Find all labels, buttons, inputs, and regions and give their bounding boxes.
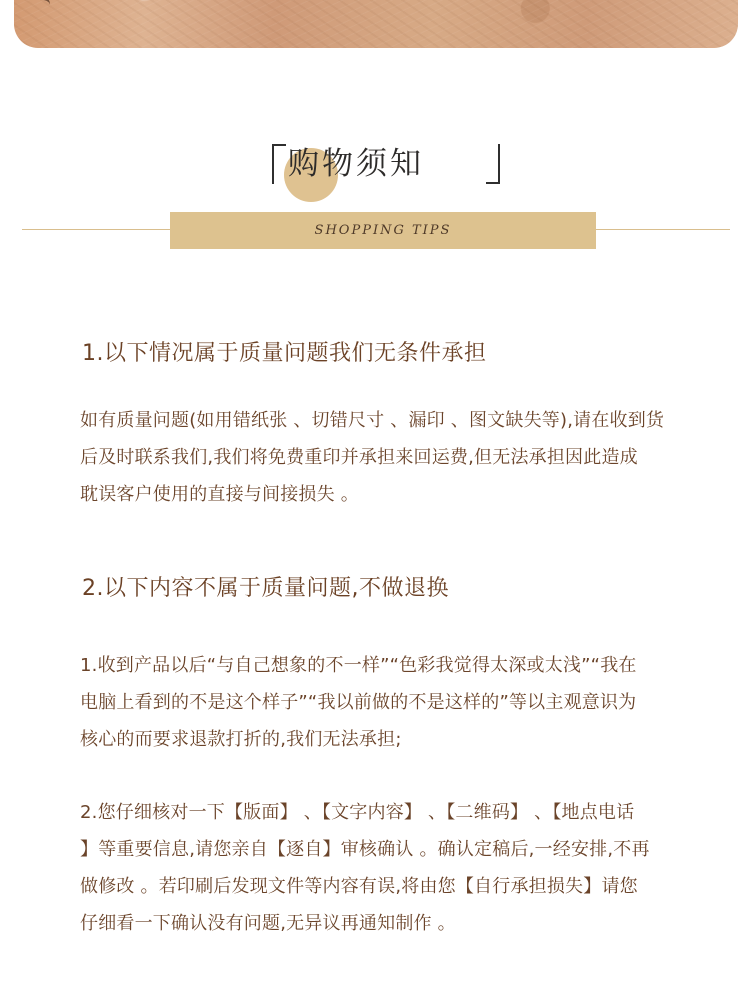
non-quality-item-1-line: 电脑上看到的不是这个样子”“我以前做的不是这样的”等以主观意识为 — [80, 692, 637, 713]
non-quality-item-2-line: 】等重要信息,请您亲自【逐自】审核确认 。确认定稿后,一经安排,不再 — [80, 839, 650, 860]
shopping-tips-banner — [170, 212, 596, 249]
quality-issue-line: 后及时联系我们,我们将免费重印并承担来回运费,但无法承担因此造成 — [80, 447, 638, 468]
left-divider-line — [22, 229, 170, 230]
non-quality-item-2-line: 2.您仔细核对一下【版面】 、【文字内容】 、【二维码】 、【地点电话 — [80, 802, 635, 823]
non-quality-item-1-line: 核心的而要求退款打折的,我们无法承担; — [80, 729, 402, 750]
shopping-tips-title-group — [270, 130, 500, 200]
section-heading-non-quality-issues: 2.以下内容不属于质量问题,不做退换 — [82, 576, 449, 601]
right-bracket-icon — [486, 144, 500, 184]
quality-issue-line: 耽误客户使用的直接与间接损失 。 — [80, 484, 359, 505]
non-quality-item-1-paragraph — [80, 647, 700, 758]
left-bracket-icon — [272, 144, 286, 184]
non-quality-item-1-line: 1.收到产品以后“与自己想象的不一样”“色彩我觉得太深或太浅”“我在 — [80, 655, 637, 676]
non-quality-item-2-line: 仔细看一下确认没有问题,无异议再通知制作 。 — [80, 913, 456, 934]
top-banner-image — [14, 0, 738, 48]
section-heading-quality-issues: 1.以下情况属于质量问题我们无条件承担 — [82, 341, 487, 366]
right-divider-line — [596, 229, 730, 230]
quality-issue-paragraph — [80, 402, 700, 513]
banner-decoration — [23, 0, 51, 11]
page-title: 购物须知 — [288, 146, 424, 182]
non-quality-item-2-paragraph — [80, 794, 700, 942]
quality-issue-line: 如有质量问题(如用错纸张 、切错尺寸 、漏印 、图文缺失等),请在收到货 — [80, 410, 665, 431]
non-quality-item-2-line: 做修改 。若印刷后发现文件等内容有误,将由您【自行承担损失】请您 — [80, 876, 638, 897]
shopping-tips-subtitle: SHOPPING TIPS — [314, 223, 452, 238]
